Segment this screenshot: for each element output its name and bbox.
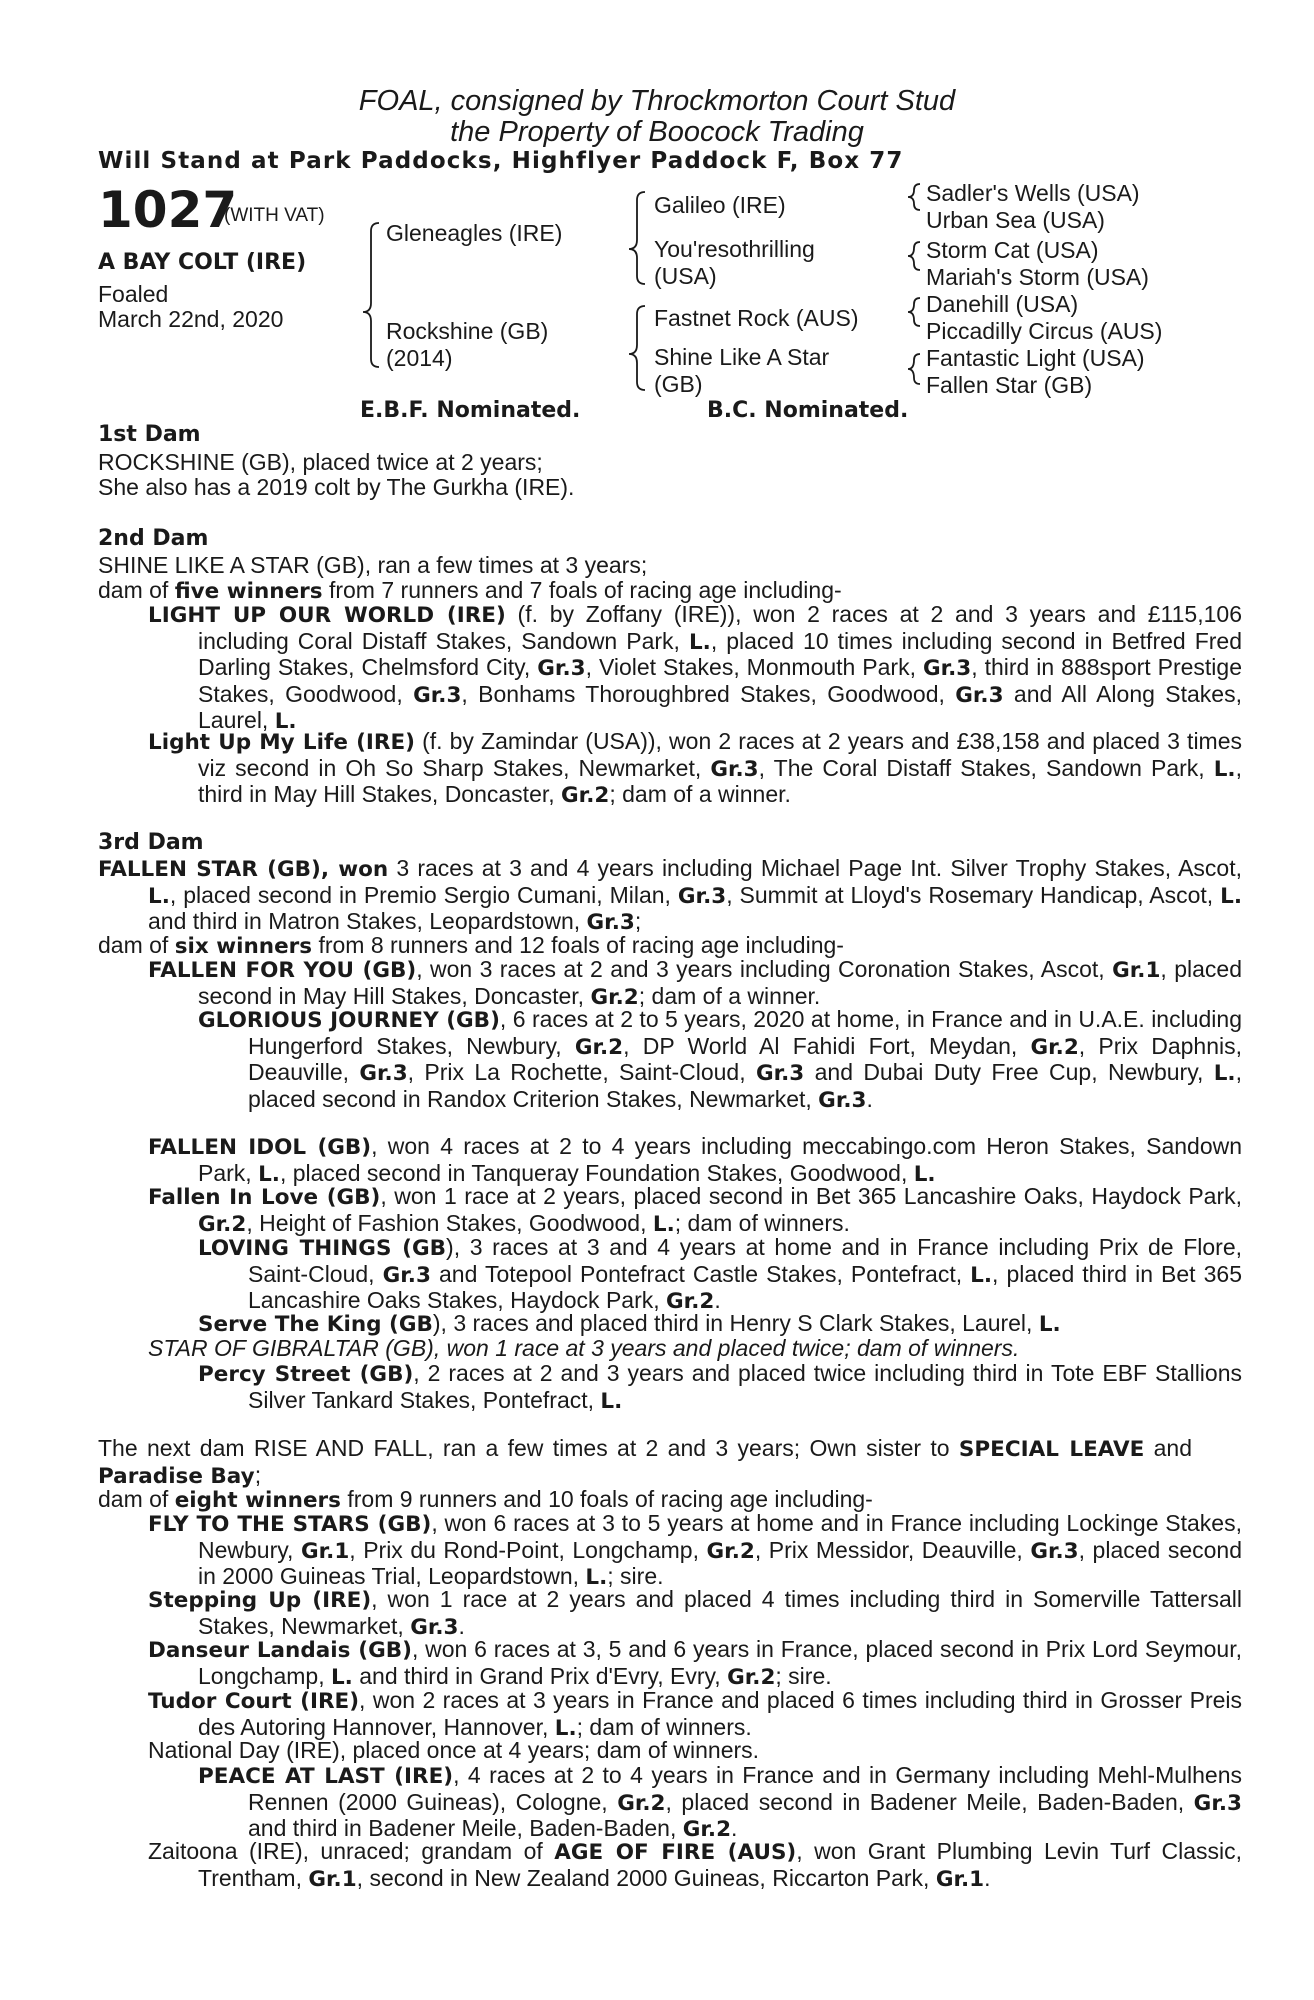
- next-dam-produce-summary: dam of eight winners from 9 runners and 10 foals of racing age including-: [98, 1486, 873, 1513]
- dam-dam-dam: Fallen Star (GB): [926, 372, 1093, 398]
- vat-note: (WITH VAT): [224, 205, 325, 226]
- dam-sire-dam: Piccadilly Circus (AUS): [926, 318, 1163, 344]
- dam-dam-sire: Fantastic Light (USA): [926, 345, 1145, 371]
- produce-entry: FLY TO THE STARS (GB), won 6 races at 3 to 5 years at home and in France including Lockinge Stakes, Newbury, Gr.1, Prix du Rond-Point, Longchamp, Gr.2, Prix Messidor, Deauville, Gr.3, placed second in 2000 Guineas Trial, Leopardstown, L.; sire.: [148, 1510, 1243, 1590]
- dam-sire-sire: Danehill (USA): [926, 291, 1079, 317]
- sire-sire-sire: Sadler's Wells (USA): [926, 180, 1140, 206]
- produce-entry: Danseur Landais (GB), won 6 races at 3, 5 and 6 years in France, placed second in Prix Lord Seymour, Longchamp, L. and third in Grand Prix d'Evry, Evry, Gr.2; sire.: [148, 1636, 1243, 1690]
- produce-entry: Fallen In Love (GB), won 1 race at 2 years, placed second in Bet 365 Lancashire Oaks, Haydock Park, Gr.2, Height of Fashion Stakes, Goodwood, L.; dam of winners.: [148, 1183, 1242, 1237]
- next-dam-record: The next dam RISE AND FALL, ran a few times at 2 and 3 years; Own sister to SPECIAL LEAVE and Paradise Bay;: [98, 1435, 1192, 1489]
- produce-entry: LIGHT UP OUR WORLD (IRE) (f. by Zoffany (IRE)), won 2 races at 2 and 3 years and £115,106 including Coral Distaff Stakes, Sandown Park, L., placed 10 times including second in Betfred Fred Darling Stakes, Chelmsford City, Gr.3, Violet Stakes, Monmouth Park, Gr.3, third in 888sport Prestige Stakes, Goodwood, Gr.3, Bonhams Thoroughbred Stakes, Goodwood, Gr.3 and All Along Stakes, Laurel, L.: [148, 601, 1243, 734]
- foaled-label: Foaled: [98, 281, 169, 307]
- dam-dam-line1: Shine Like A Star: [654, 344, 830, 370]
- ebf-nominated: E.B.F. Nominated.: [360, 398, 581, 423]
- produce-entry: FALLEN IDOL (GB), won 4 races at 2 to 4 years including meccabingo.com Heron Stakes, Sandown Park, L., placed second in Tanqueray Foundation Stakes, Goodwood, L.: [148, 1133, 1243, 1187]
- produce-entry: GLORIOUS JOURNEY (GB), 6 races at 2 to 5 years, 2020 at home, in France and in U.A.E. including Hungerford Stakes, Newbury, Gr.2, DP World Al Fahidi Fort, Meydan, Gr.2, Prix Daphnis, Deauville, Gr.3, Prix La Rochette, Saint-Cloud, Gr.3 and Dubai Duty Free Cup, Newbury, L., placed second in Randox Criterion Stakes, Newmarket, Gr.3.: [198, 1006, 1242, 1113]
- produce-entry: LOVING THINGS (GB), 3 races at 3 and 4 years at home and in France including Prix de Flore, Saint-Cloud, Gr.3 and Totepool Pontefract Castle Stakes, Pontefract, L., placed third in Bet 365 Lancashire Oaks Stakes, Haydock Park, Gr.2.: [198, 1234, 1243, 1314]
- dam-year: (2014): [386, 345, 453, 371]
- produce-entry: Serve The King (GB), 3 races and placed third in Henry S Clark Stakes, Laurel, L.: [198, 1310, 1061, 1337]
- sire-dam-dam: Mariah's Storm (USA): [926, 264, 1149, 290]
- produce-entry: Light Up My Life (IRE) (f. by Zamindar (USA)), won 2 races at 2 years and £38,158 and placed 3 times viz second in Oh So Sharp Stakes, Newmarket, Gr.3, The Coral Distaff Stakes, Sandown Park, L., third in May Hill Stakes, Doncaster, Gr.2; dam of a winner.: [148, 728, 1242, 808]
- first-dam-line: ROCKSHINE (GB), placed twice at 2 years;: [98, 449, 543, 475]
- sire-sire-dam: Urban Sea (USA): [926, 207, 1105, 233]
- consignor-line: FOAL, consigned by Throckmorton Court Stud: [358, 85, 956, 117]
- produce-entry: Percy Street (GB), 2 races at 2 and 3 years and placed twice including third in Tote EBF Stallions Silver Tankard Stakes, Pontefract, L.: [198, 1360, 1242, 1414]
- sire-name: Gleneagles (IRE): [386, 220, 563, 246]
- property-line: the Property of Boocock Trading: [450, 116, 864, 148]
- produce-entry: Zaitoona (IRE), unraced; grandam of AGE OF FIRE (AUS), won Grant Plumbing Levin Turf Classic, Trentham, Gr.1, second in New Zealand 2000 Guineas, Riccarton Park, Gr.1.: [148, 1838, 1242, 1892]
- third-dam-record: FALLEN STAR (GB), won 3 races at 3 and 4 years including Michael Page Int. Silver Trophy Stakes, Ascot, L., placed second in Premio Sergio Cumani, Milan, Gr.3, Summit at Lloyd's Rosemary Handicap, Ascot, L. and third in Matron Stakes, Leopardstown, Gr.3;: [98, 855, 1242, 935]
- produce-entry: FALLEN FOR YOU (GB), won 3 races at 2 and 3 years including Coronation Stakes, Ascot, Gr.1, placed second in May Hill Stakes, Doncaster, Gr.2; dam of a winner.: [148, 956, 1242, 1010]
- sire-dam-line2: (USA): [654, 263, 717, 289]
- dam-sire: Fastnet Rock (AUS): [654, 305, 859, 331]
- second-dam-line: SHINE LIKE A STAR (GB), ran a few times at 3 years;: [98, 552, 648, 578]
- second-dam-heading: 2nd Dam: [98, 526, 209, 551]
- lot-number: 1027: [98, 181, 238, 239]
- bc-nominated: B.C. Nominated.: [707, 398, 909, 423]
- lot-description: A BAY COLT (IRE): [98, 250, 307, 275]
- third-dam-heading: 3rd Dam: [98, 830, 204, 855]
- sire-dam-line1: You'resothrilling: [654, 236, 815, 262]
- foaled-date: March 22nd, 2020: [98, 306, 284, 332]
- second-dam-produce-summary: dam of five winners from 7 runners and 7 foals of racing age including-: [98, 577, 842, 604]
- dam-dam-line2: (GB): [654, 371, 703, 397]
- produce-entry: National Day (IRE), placed once at 4 years; dam of winners.: [148, 1737, 760, 1763]
- produce-entry: PEACE AT LAST (IRE), 4 races at 2 to 4 years in France and in Germany including Mehl-Mulhens Rennen (2000 Guineas), Cologne, Gr.2, placed second in Badener Meile, Baden-Baden, Gr.3 and third in Badener Meile, Baden-Baden, Gr.2.: [198, 1762, 1243, 1842]
- produce-entry: STAR OF GIBRALTAR (GB), won 1 race at 3 years and placed twice; dam of winners.: [148, 1335, 1020, 1361]
- produce-entry: Tudor Court (IRE), won 2 races at 3 years in France and placed 6 times including third in Grosser Preis des Autoring Hannover, Hannover, L.; dam of winners.: [148, 1687, 1243, 1741]
- third-dam-produce-summary: dam of six winners from 8 runners and 12 foals of racing age including-: [98, 932, 844, 959]
- sire-dam-sire: Storm Cat (USA): [926, 237, 1099, 263]
- dam-name: Rockshine (GB): [386, 318, 549, 344]
- first-dam-produce: She also has a 2019 colt by The Gurkha (IRE).: [98, 474, 575, 500]
- produce-entry: Stepping Up (IRE), won 1 race at 2 years and placed 4 times including third in Somerville Tattersall Stakes, Newmarket, Gr.3.: [148, 1586, 1242, 1640]
- stand-location: Will Stand at Park Paddocks, Highflyer Paddock F, Box 77: [98, 148, 904, 174]
- sire-sire: Galileo (IRE): [654, 192, 786, 218]
- first-dam-heading: 1st Dam: [98, 422, 201, 447]
